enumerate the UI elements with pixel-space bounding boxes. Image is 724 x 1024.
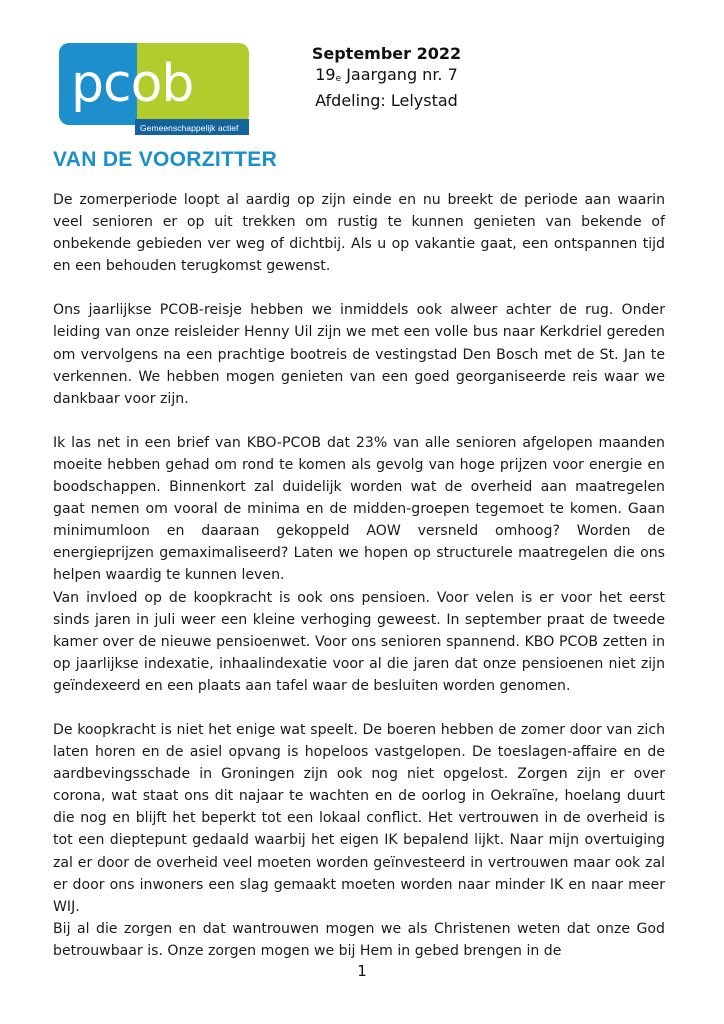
issue-department: Afdeling: Lelystad: [315, 91, 458, 110]
page-number: 1: [357, 962, 367, 980]
article-paragraph: De koopkracht is niet het enige wat speelt. De boeren hebben de zomer door van zich laten horen en de asiel opvang is hopeloos vastgelopen. De toeslagen-affaire en de aardbevingsschade in Groningen zijn ook nog niet opgelost. Zorgen zijn er over corona, wat staat ons dit najaar te wachten en de oorlog in Oekraïne, hoelang duurt die nog en blijft het beperkt tot een lokaal conflict. Het vertrouwen in de overheid is tot een dieptepunt gedaald waarbij het eigen IK bepalend lijkt. Naar mijn overtuiging zal er door de overheid veel moeten worden geïnvesteerd in vertrouwen maar ook zal er door ons inwoners een slag gemaakt moeten worden naar minder IK en naar meer WIJ.: [53, 721, 665, 915]
issue-volume: $19_e$ Jaargang nr. 7: [315, 65, 458, 84]
issue-date: September 2022: [311, 44, 462, 63]
article-paragraph: Bij al die zorgen en dat wantrouwen mogen we als Christenen weten dat onze God betrouwbaar is. Onze zorgen mogen we bij Hem in gebed brengen in de: [53, 920, 665, 959]
logo-tagline: Gemeenschappelijk actief: [140, 123, 239, 133]
logo-wordmark: pcob: [71, 54, 194, 114]
article-paragraph: Van invloed op de koopkracht is ook ons pensioen. Voor velen is er voor het eerst sinds jaren in juli weer een kleine verhoging geweest. In september praat de tweede kamer over de nieuwe pensioenwet. Voor ons senioren spannend. KBO PCOB zetten in op jaarlijkse indexatie, inhaalindexatie voor al die jaren dat onze pensioenen niet zijn geïndexeerd en een plaats aan tafel waar de besluiten worden genomen.: [53, 589, 665, 694]
article-paragraph: De zomerperiode loopt al aardig op zijn einde en nu breekt de periode aan waarin veel senioren er op uit trekken om rustig te kunnen genieten van bekende of onbekende gebieden ver weg of dichtbij. Als u op vakantie gaat, een ontspannen tijd en een behouden terugkomst gewenst.: [53, 192, 665, 275]
article-title: VAN DE VOORZITTER: [53, 148, 278, 171]
issue-info: [304, 43, 469, 111]
pcob-logo: [59, 43, 249, 135]
article-body: [53, 189, 665, 962]
article-paragraph: Ik las net in een brief van KBO-PCOB dat 23% van alle senioren afgelopen maanden moeite hebben gehad om rond te komen als gevolg van hoge prijzen voor energie en boodschappen. Binnenkort zal duidelijk worden wat de overheid aan maatregelen gaat nemen om vooral de minima en de midden-groepen tegemoet te komen. Gaan minimumloon en daaraan gekoppeld AOW versneld omhoog? Worden de energieprijzen gemaximaliseerd? Laten we hopen op structurele maatregelen die ons helpen waardig te kunnen leven.: [53, 434, 665, 584]
article-paragraph: Ons jaarlijkse PCOB-reisje hebben we inmiddels ook alweer achter de rug. Onder leiding van onze reisleider Henny Uil zijn we met een volle bus naar Kerkdriel gereden om vervolgens na een prachtige bootreis de vestingstad Den Bosch met de St. Jan te verkennen. We hebben mogen genieten van een goed georganiseerde reis waar we dankbaar voor zijn.: [53, 302, 665, 407]
